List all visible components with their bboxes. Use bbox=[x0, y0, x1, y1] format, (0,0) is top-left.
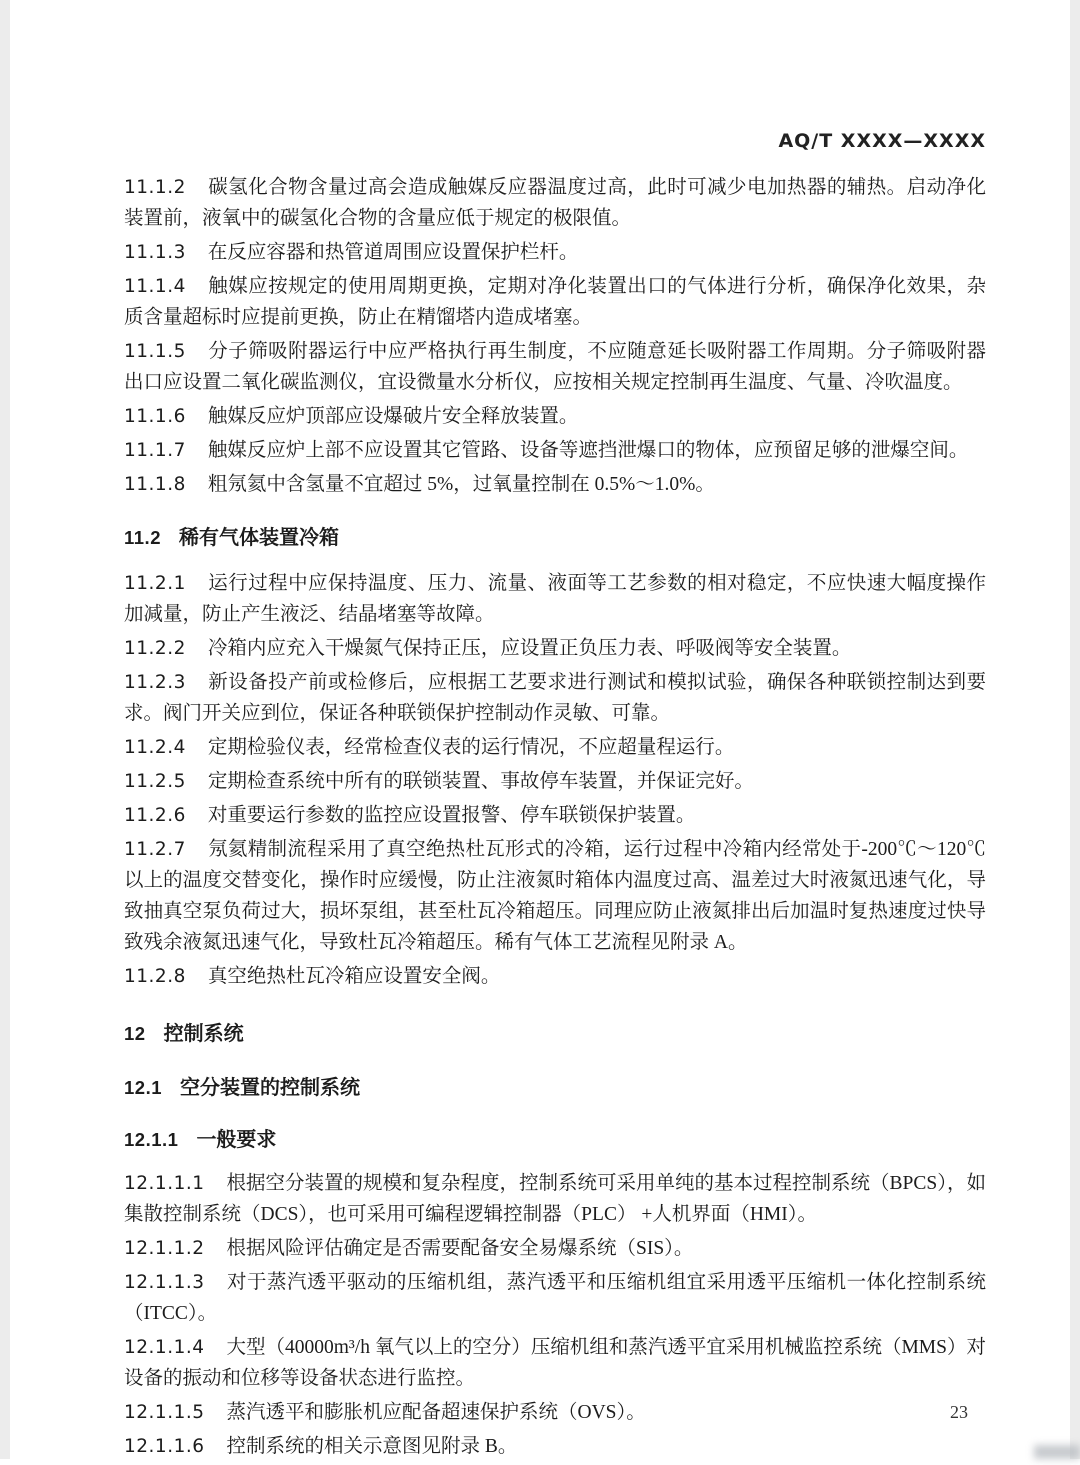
clause-number: 11.2.8 bbox=[124, 966, 186, 987]
clause-paragraph bbox=[124, 469, 986, 500]
clause-paragraph bbox=[124, 336, 986, 398]
section-heading bbox=[124, 1018, 986, 1050]
standard-code-header: AQ/T XXXX—XXXX bbox=[778, 130, 986, 152]
clause-number: 11.1.7 bbox=[124, 440, 186, 461]
clause-number: 11.2.6 bbox=[124, 805, 186, 826]
clause-paragraph bbox=[124, 800, 986, 831]
document-body bbox=[124, 172, 986, 1465]
clause-number: 12.1.1.1 bbox=[124, 1173, 205, 1194]
clause-number: 11.2.4 bbox=[124, 737, 186, 758]
clause-text: 碳氢化合物含量过高会造成触媒反应器温度过高，此时可减少电加热器的辅热。启动净化装置前，液氧中的碳氢化合物的含量应低于规定的极限值。 bbox=[124, 177, 986, 229]
clause-paragraph bbox=[124, 237, 986, 268]
clause-text: 稀有气体装置冷箱 bbox=[179, 527, 339, 549]
page-number: 23 bbox=[950, 1402, 968, 1422]
clause-number: 11.2.1 bbox=[124, 573, 186, 594]
clause-number: 11.1.3 bbox=[124, 242, 186, 263]
clause-paragraph bbox=[124, 271, 986, 333]
clause-text: 根据空分装置的规模和复杂程度，控制系统可采用单纯的基本过程控制系统（BPCS），如集散控制系统（DCS），也可采用可编程逻辑控制器（PLC） +人机界面（HMI）。 bbox=[124, 1173, 986, 1225]
clause-number: 11.2.5 bbox=[124, 771, 186, 792]
clause-text: 运行过程中应保持温度、压力、流量、液面等工艺参数的相对稳定，不应快速大幅度操作加减量，防止产生液泛、结晶堵塞等故障。 bbox=[124, 573, 986, 625]
clause-text: 真空绝热杜瓦冷箱应设置安全阀。 bbox=[207, 966, 501, 987]
clause-paragraph bbox=[124, 435, 986, 466]
clause-text: 定期检查系统中所有的联锁装置、事故停车装置，并保证完好。 bbox=[207, 771, 754, 792]
clause-number: 12.1.1.2 bbox=[124, 1238, 205, 1259]
clause-text: 分子筛吸附器运行中应严格执行再生制度，不应随意延长吸附器工作周期。分子筛吸附器出口应设置二氧化碳监测仪，宜设微量水分析仪，应按相关规定控制再生温度、气量、冷吹温度。 bbox=[124, 341, 986, 393]
clause-number: 11.1.4 bbox=[124, 276, 186, 297]
clause-text: 控制系统的相关示意图见附录 B。 bbox=[226, 1436, 518, 1457]
clause-paragraph bbox=[124, 961, 986, 992]
clause-paragraph bbox=[124, 834, 986, 958]
clause-number: 11.2.3 bbox=[124, 672, 186, 693]
page-edge-left bbox=[0, 0, 10, 1459]
clause-text: 大型（40000m³/h 氧气以上的空分）压缩机组和蒸汽透平宜采用机械监控系统（MMS）对设备的振动和位移等设备状态进行监控。 bbox=[124, 1337, 986, 1389]
clause-paragraph bbox=[124, 667, 986, 729]
clause-paragraph bbox=[124, 1397, 986, 1428]
clause-text: 蒸汽透平和膨胀机应配备超速保护系统（OVS）。 bbox=[226, 1402, 646, 1423]
clause-text: 新设备投产前或检修后，应根据工艺要求进行测试和模拟试验，确保各种联锁控制达到要求。阀门开关应到位，保证各种联锁保护控制动作灵敏、可靠。 bbox=[124, 672, 986, 724]
scan-corner-smudge bbox=[1034, 1445, 1080, 1459]
clause-paragraph bbox=[124, 1233, 986, 1264]
clause-text: 一般要求 bbox=[196, 1129, 277, 1151]
clause-text: 定期检验仪表，经常检查仪表的运行情况，不应超量程运行。 bbox=[207, 737, 735, 758]
clause-text: 触媒反应炉上部不应设置其它管路、设备等遮挡泄爆口的物体，应预留足够的泄爆空间。 bbox=[207, 440, 969, 461]
clause-number: 12.1.1.3 bbox=[124, 1272, 205, 1293]
clause-number: 11.1.6 bbox=[124, 406, 186, 427]
clause-number: 11.1.5 bbox=[124, 341, 186, 362]
clause-paragraph bbox=[124, 172, 986, 234]
clause-text: 触媒反应炉顶部应设爆破片安全释放装置。 bbox=[207, 406, 579, 427]
clause-text: 空分装置的控制系统 bbox=[180, 1077, 361, 1099]
clause-paragraph bbox=[124, 766, 986, 797]
clause-text: 粗氖氦中含氢量不宜超过 5%，过氧量控制在 0.5%～1.0%。 bbox=[207, 474, 715, 495]
clause-text: 冷箱内应充入干燥氮气保持正压，应设置正负压力表、呼吸阀等安全装置。 bbox=[207, 638, 852, 659]
clause-text: 氖氦精制流程采用了真空绝热杜瓦形式的冷箱，运行过程中冷箱内经常处于-200℃～120℃以上的温度交替变化，操作时应缓慢，防止注液氮时箱体内温度过高、温差过大时液氮迅速气化，导致抽真空泵负荷过大，损坏泵组，甚至杜瓦冷箱超压。同理应防止液氮排出后加温时复热速度过快导致残余液氮迅速气化，导致杜瓦冷箱超压。稀有气体工艺流程见附录 A。 bbox=[124, 839, 986, 953]
clause-number: 12.1.1.5 bbox=[124, 1402, 205, 1423]
clause-paragraph bbox=[124, 1431, 986, 1462]
clause-number: 12.1.1 bbox=[124, 1129, 179, 1150]
clause-text: 对于蒸汽透平驱动的压缩机组，蒸汽透平和压缩机组宜采用透平压缩机一体化控制系统（ITCC）。 bbox=[124, 1272, 986, 1324]
clause-text: 根据风险评估确定是否需要配备安全易爆系统（SIS）。 bbox=[226, 1238, 694, 1259]
clause-number: 11.1.2 bbox=[124, 177, 186, 198]
clause-text: 在反应容器和热管道周围应设置保护栏杆。 bbox=[207, 242, 579, 263]
clause-paragraph bbox=[124, 633, 986, 664]
clause-text: 对重要运行参数的监控应设置报警、停车联锁保护装置。 bbox=[207, 805, 696, 826]
clause-paragraph bbox=[124, 568, 986, 630]
clause-number: 12 bbox=[124, 1023, 146, 1044]
clause-paragraph bbox=[124, 401, 986, 432]
clause-number: 12.1.1.6 bbox=[124, 1436, 205, 1457]
clause-text: 触媒应按规定的使用周期更换，定期对净化装置出口的气体进行分析，确保净化效果，杂质含量超标时应提前更换，防止在精馏塔内造成堵塞。 bbox=[124, 276, 986, 328]
clause-number: 11.2.2 bbox=[124, 638, 186, 659]
clause-paragraph bbox=[124, 1332, 986, 1394]
clause-number: 12.1 bbox=[124, 1077, 163, 1098]
clause-number: 11.2.7 bbox=[124, 839, 186, 860]
clause-text: 控制系统 bbox=[163, 1023, 244, 1045]
clause-number: 11.1.8 bbox=[124, 474, 186, 495]
section-heading bbox=[124, 1072, 986, 1104]
page-edge-right bbox=[1070, 0, 1080, 1459]
clause-paragraph bbox=[124, 1168, 986, 1230]
section-heading bbox=[124, 522, 986, 554]
section-heading bbox=[124, 1124, 986, 1156]
clause-number: 11.2 bbox=[124, 527, 161, 548]
clause-paragraph bbox=[124, 1267, 986, 1329]
clause-number: 12.1.1.4 bbox=[124, 1337, 205, 1358]
clause-paragraph bbox=[124, 732, 986, 763]
